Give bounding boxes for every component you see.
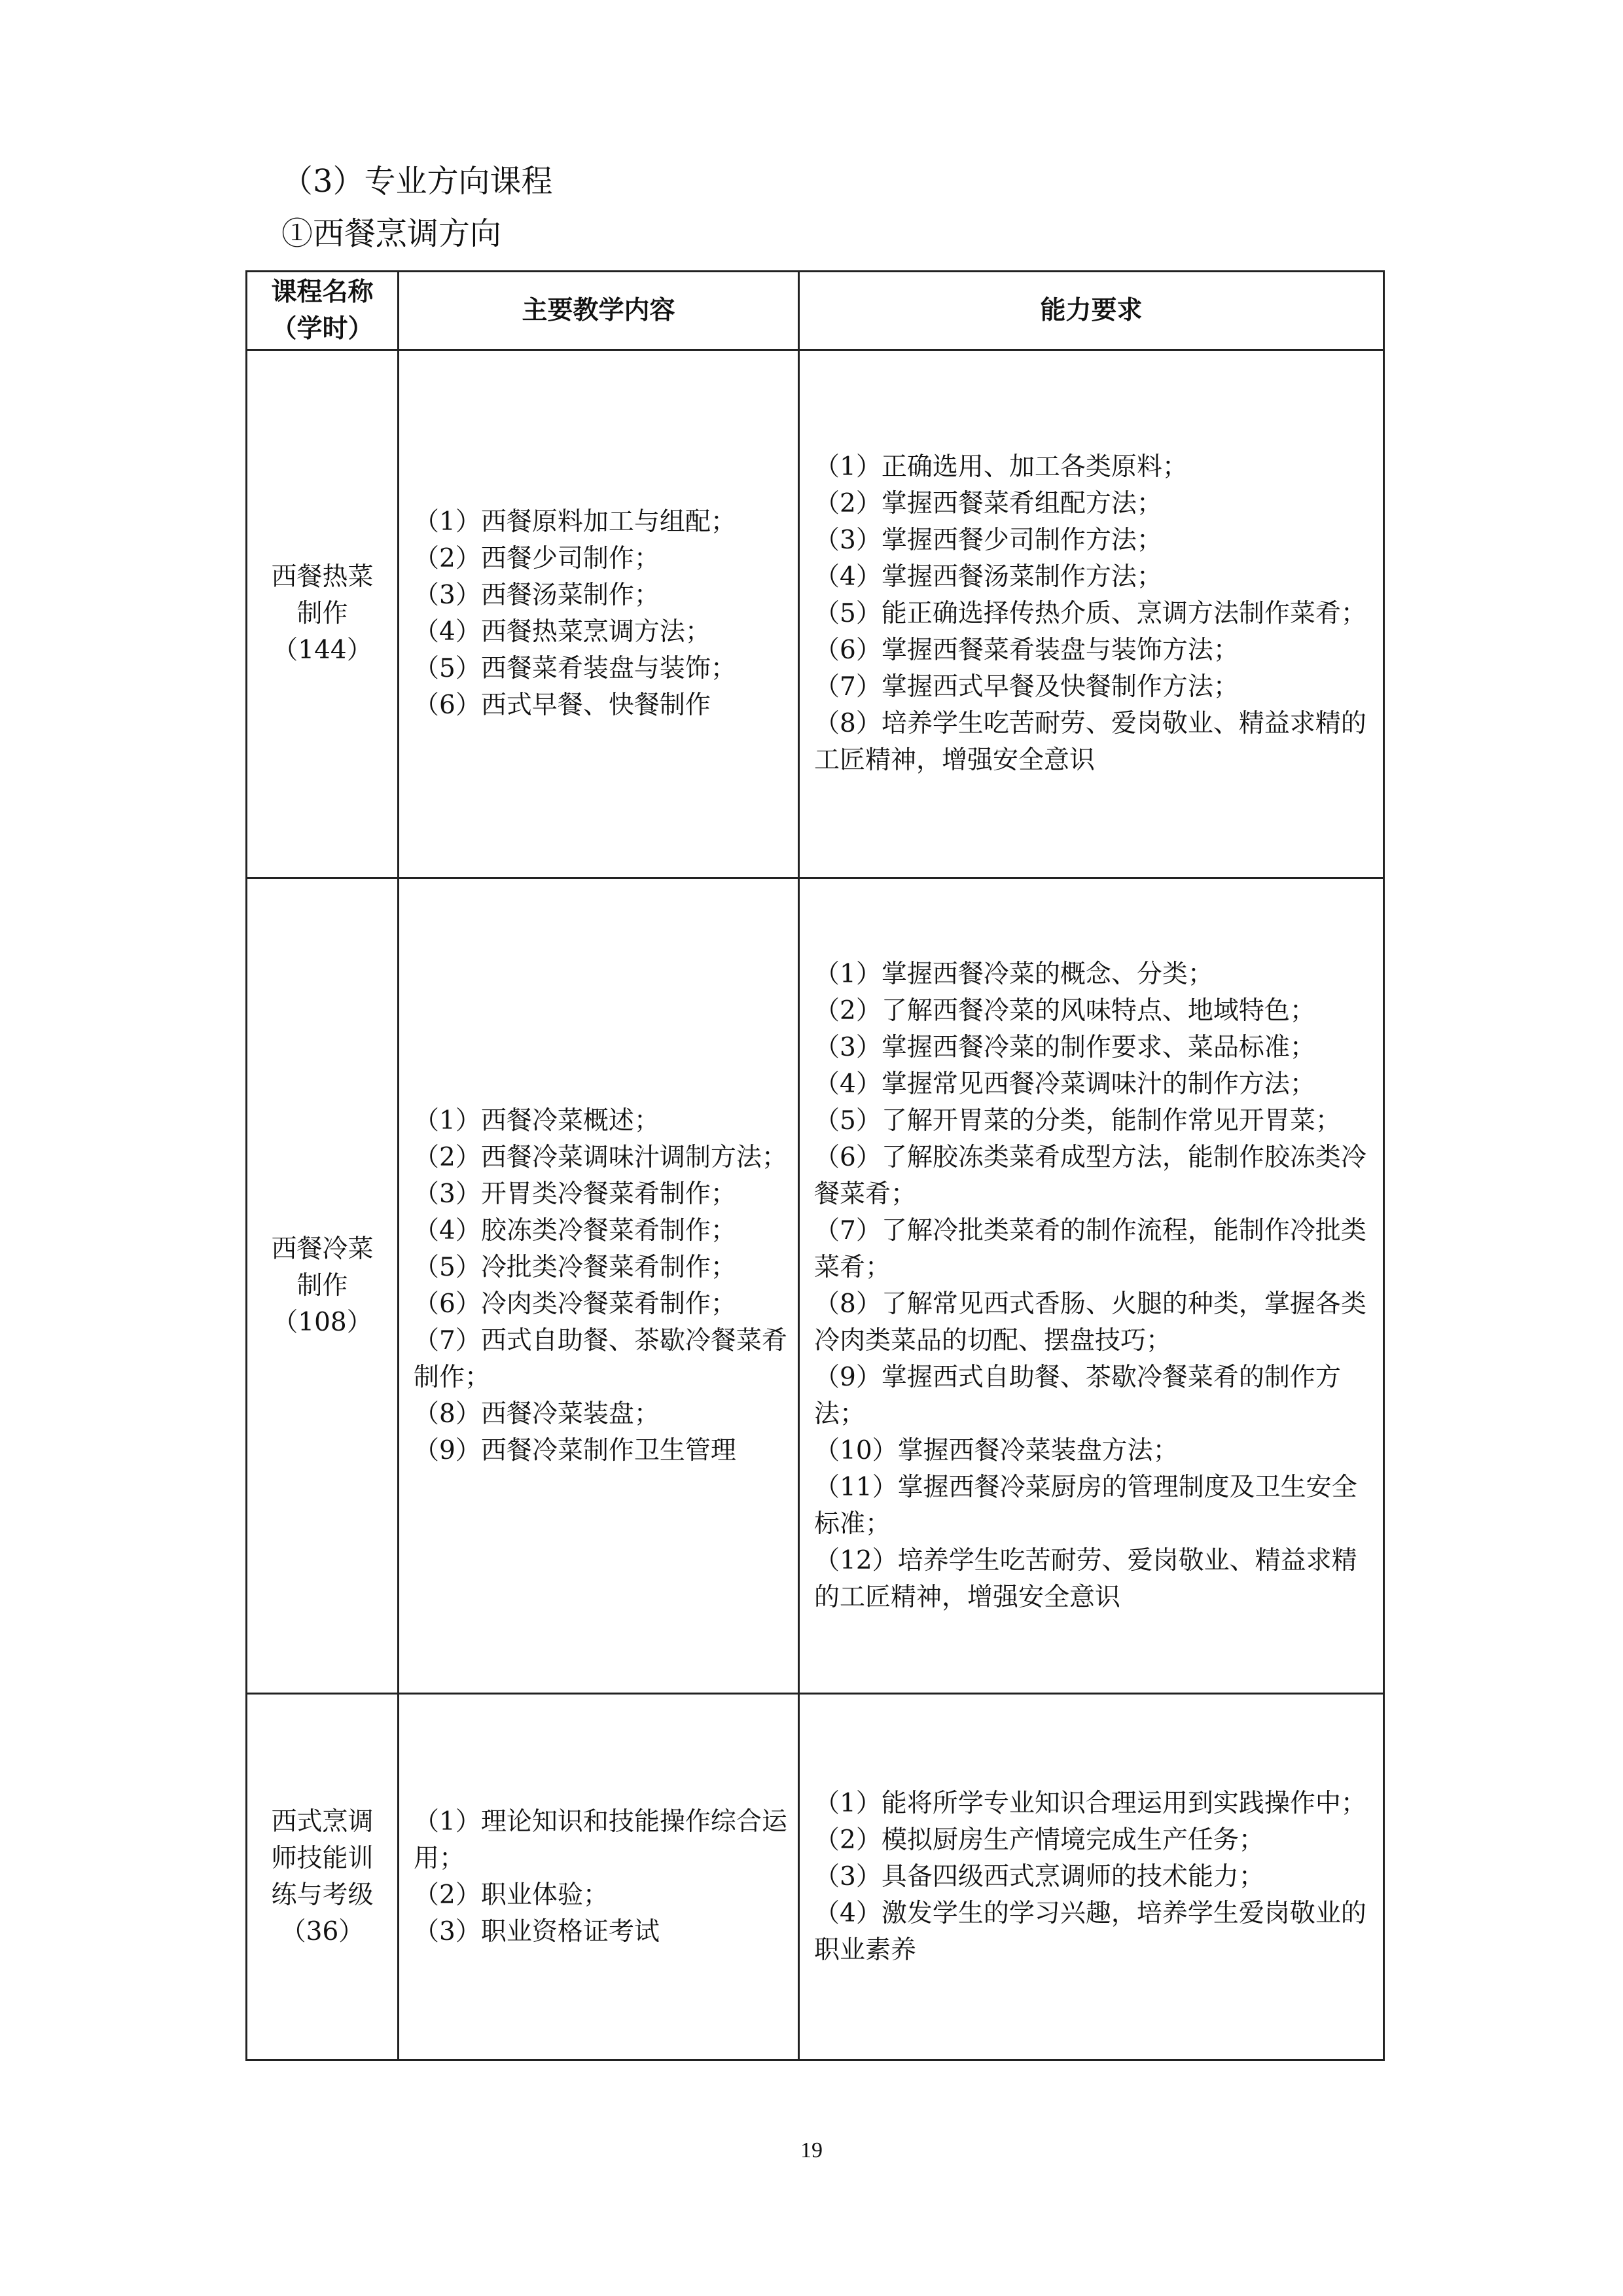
course-name-line: 制作	[296, 599, 348, 628]
content-item: （9）西餐冷菜制作卫生管理	[414, 1435, 736, 1465]
ability-item: （2）了解西餐冷菜的风味特点、地域特色；	[814, 996, 1315, 1026]
course-name-line: 师技能训	[271, 1843, 374, 1873]
course-name-cell	[247, 350, 399, 878]
ability-item: （5）了解开胃菜的分类，能制作常见开胃菜；	[814, 1105, 1341, 1136]
content-item: （3）开胃类冷餐菜肴制作；	[414, 1179, 736, 1209]
content-item: （1）西餐原料加工与组配；	[414, 507, 736, 537]
content-item: （5）西餐菜肴装盘与装饰；	[414, 654, 736, 683]
header-course-name-line2: （学时）	[271, 314, 374, 344]
ability-item: （3）掌握西餐冷菜的制作要求、菜品标准；	[814, 1032, 1315, 1062]
ability-item: （8）了解常见西式香肠、火腿的种类，掌握各类冷肉类菜品的切配、摆盘技巧；	[814, 1289, 1366, 1355]
content-cell	[399, 878, 799, 1694]
ability-item: （4）掌握常见西餐冷菜调味汁的制作方法；	[814, 1069, 1315, 1099]
ability-item: （9）掌握西式自助餐、茶歇冷餐菜肴的制作方法；	[814, 1362, 1341, 1429]
content-item: （1）西餐冷菜概述；	[414, 1105, 660, 1136]
content-item: （7）西式自助餐、茶歇冷餐菜肴制作；	[414, 1325, 787, 1392]
ability-item: （7）了解冷批类菜肴的制作流程，能制作冷批类菜肴；	[814, 1215, 1366, 1282]
header-course-name	[247, 272, 399, 350]
content-item: （4）胶冻类冷餐菜肴制作；	[414, 1215, 736, 1246]
table-row	[247, 1694, 1384, 2060]
content-cell	[399, 1694, 799, 2060]
content-item: （5）冷批类冷餐菜肴制作；	[414, 1252, 736, 1282]
ability-item: （2）掌握西餐菜肴组配方法；	[814, 489, 1162, 518]
table-row	[247, 350, 1384, 878]
ability-item: （3）具备四级西式烹调师的技术能力；	[814, 1861, 1264, 1892]
content-cell	[399, 350, 799, 878]
course-hours: （144）	[272, 636, 372, 665]
content-item: （2）职业体验；	[414, 1880, 609, 1910]
content-item: （3）西餐汤菜制作；	[414, 581, 660, 610]
header-ability: 能力要求	[799, 272, 1384, 350]
content-item: （4）西餐热菜烹调方法；	[414, 617, 711, 647]
header-course-name-line1: 课程名称	[271, 277, 374, 307]
ability-item: （11）掌握西餐冷菜厨房的管理制度及卫生安全标准；	[814, 1472, 1357, 1539]
ability-item: （10）掌握西餐冷菜装盘方法；	[814, 1435, 1179, 1465]
course-name-cell	[247, 878, 399, 1694]
course-name-line: 西餐热菜	[271, 562, 374, 592]
ability-item: （8）培养学生吃苦耐劳、爱岗敬业、精益求精的工匠精神，增强安全意识	[814, 709, 1366, 775]
ability-cell	[799, 350, 1384, 878]
content-item: （6）冷肉类冷餐菜肴制作；	[414, 1289, 736, 1319]
subsection-heading: ①西餐烹调方向	[281, 215, 502, 252]
course-table	[245, 270, 1385, 2061]
table-row	[247, 878, 1384, 1694]
ability-item: （1）掌握西餐冷菜的概念、分类；	[814, 959, 1213, 989]
ability-item: （12）培养学生吃苦耐劳、爱岗敬业、精益求精的工匠精神，增强安全意识	[814, 1545, 1357, 1612]
ability-item: （6）了解胶冻类菜肴成型方法，能制作胶冻类冷餐菜肴；	[814, 1142, 1366, 1209]
content-item: （8）西餐冷菜装盘；	[414, 1399, 660, 1429]
ability-item: （1）能将所学专业知识合理运用到实践操作中；	[814, 1788, 1366, 1818]
ability-cell	[799, 878, 1384, 1694]
course-name-cell	[247, 1694, 399, 2060]
ability-item: （2）模拟厨房生产情境完成生产任务；	[814, 1825, 1264, 1855]
table-header-row	[247, 272, 1384, 350]
ability-item: （5）能正确选择传热介质、烹调方法制作菜肴；	[814, 599, 1366, 628]
ability-item: （6）掌握西餐菜肴装盘与装饰方法；	[814, 636, 1239, 665]
content-item: （2）西餐冷菜调味汁调制方法；	[414, 1142, 787, 1172]
course-name-line: 西式烹调	[271, 1806, 374, 1837]
ability-item: （4）激发学生的学习兴趣，培养学生爱岗敬业的职业素养	[814, 1898, 1366, 1965]
content-item: （3）职业资格证考试	[414, 1916, 660, 1946]
course-name-line: 制作	[296, 1270, 348, 1300]
section-heading: （3）专业方向课程	[281, 163, 553, 200]
content-item: （1）理论知识和技能操作综合运用；	[414, 1806, 787, 1873]
page-number: 19	[800, 2138, 823, 2162]
ability-item: （1）正确选用、加工各类原料；	[814, 452, 1188, 482]
ability-cell	[799, 1694, 1384, 2060]
course-hours: （108）	[272, 1307, 372, 1337]
ability-item: （4）掌握西餐汤菜制作方法；	[814, 562, 1162, 592]
content-item: （6）西式早餐、快餐制作	[414, 691, 711, 720]
ability-item: （7）掌握西式早餐及快餐制作方法；	[814, 672, 1239, 702]
course-name-line: 西餐冷菜	[271, 1234, 374, 1264]
course-hours: （36）	[280, 1916, 365, 1946]
content-item: （2）西餐少司制作；	[414, 544, 660, 573]
ability-item: （3）掌握西餐少司制作方法；	[814, 526, 1162, 555]
course-name-line: 练与考级	[271, 1880, 374, 1910]
header-content: 主要教学内容	[399, 272, 799, 350]
